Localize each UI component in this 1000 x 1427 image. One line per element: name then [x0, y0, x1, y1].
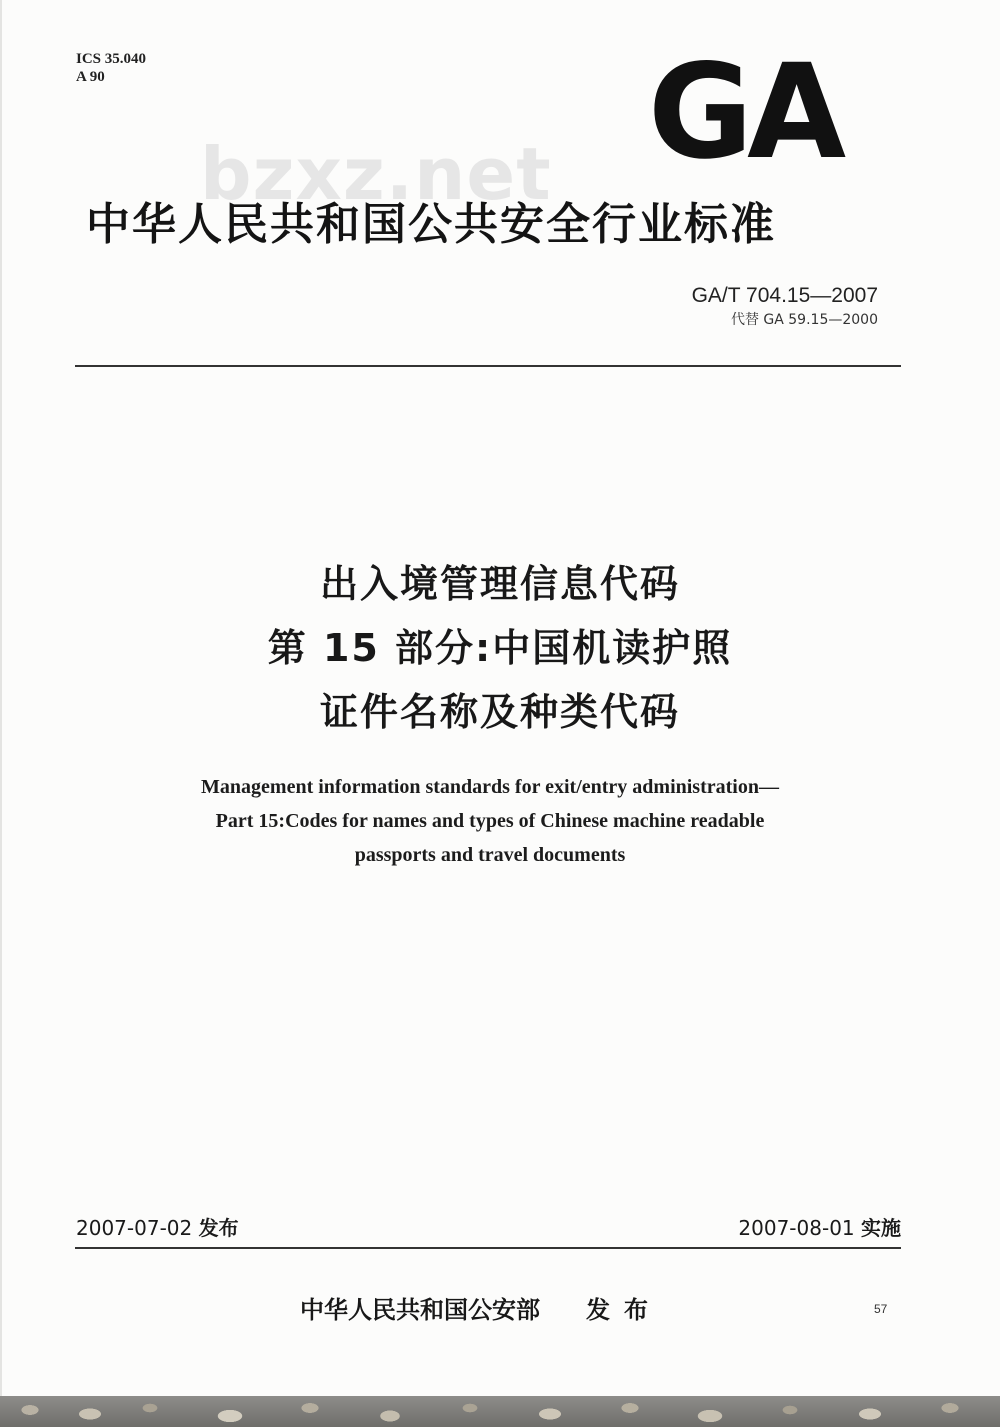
standard-code: GA/T 704.15—2007	[691, 284, 878, 307]
page-number: 57	[874, 1302, 888, 1316]
document-title-english	[0, 770, 980, 872]
issue-date-value: 2007-07-02	[76, 1216, 193, 1240]
title-en-line: Management information standards for exit/entry administration—	[201, 776, 779, 798]
issuer-name: 中华人民共和国公安部	[300, 1296, 540, 1324]
classification-block	[76, 50, 146, 86]
title-en-line: Part 15:Codes for names and types of Chinese machine readable	[215, 810, 765, 832]
category-code: A 90	[76, 69, 105, 85]
document-title-chinese	[0, 552, 1000, 744]
top-divider	[75, 365, 901, 367]
bottom-divider	[75, 1247, 901, 1249]
implementation-date	[738, 1214, 901, 1242]
ics-code: ICS 35.040	[76, 51, 147, 67]
issuer-action: 发布	[586, 1296, 662, 1324]
issue-date	[76, 1214, 239, 1242]
title-cn-line: 出入境管理信息代码	[319, 562, 680, 606]
implementation-date-label: 实施	[861, 1216, 901, 1240]
implementation-date-value: 2007-08-01	[738, 1216, 855, 1240]
title-en-line: passports and travel documents	[354, 844, 626, 866]
background-texture-strip	[0, 1396, 1000, 1427]
title-cn-line: 证件名称及种类代码	[319, 690, 680, 734]
watermark: bzxz.net	[200, 132, 552, 216]
replaces-standard: 代替 GA 59.15—2000	[730, 312, 878, 328]
issue-date-label: 发布	[198, 1216, 239, 1240]
issuing-authority	[300, 1294, 662, 1326]
ga-logo: GA	[648, 36, 841, 189]
title-cn-line: 第 15 部分:中国机读护照	[267, 626, 733, 670]
standard-category-title: 中华人民共和国公共安全行业标准	[86, 199, 776, 250]
